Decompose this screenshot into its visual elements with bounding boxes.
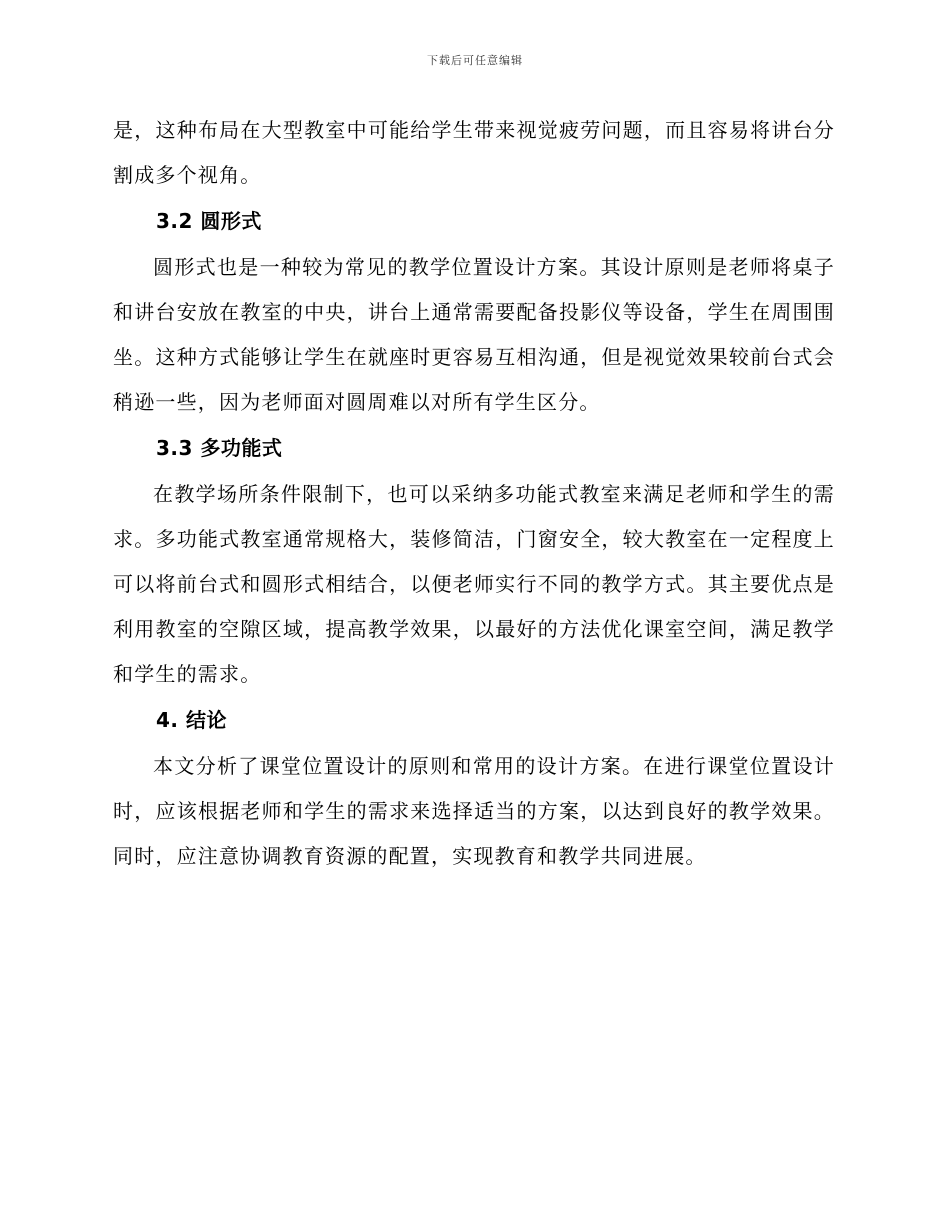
page-header: 下载后可任意编辑 — [427, 54, 523, 67]
document-body — [113, 108, 835, 879]
paragraph-circular-layout: 圆形式也是一种较为常见的教学位置设计方案。其设计原则是老师将桌子和讲台安放在教室的中央，讲台上通常需要配备投影仪等设备，学生在周围围坐。这种方式能够让学生在就座时更容易互相沟通，但是视觉效果较前台式会稍逊一些，因为老师面对圆周难以对所有学生区分。 — [113, 255, 835, 414]
paragraph-continued: 是，这种布局在大型教室中可能给学生带来视觉疲劳问题，而且容易将讲台分割成多个视角。 — [113, 118, 835, 187]
section-heading-3-3: 3.3 多功能式 — [156, 436, 283, 460]
section-heading-3-2: 3.2 圆形式 — [156, 209, 262, 233]
paragraph-conclusion: 本文分析了课堂位置设计的原则和常用的设计方案。在进行课堂位置设计时，应该根据老师和学生的需求来选择适当的方案，以达到良好的教学效果。同时，应注意协调教育资源的配置，实现教育和教学共同进展。 — [113, 754, 835, 868]
paragraph-multifunction-layout: 在教学场所条件限制下，也可以采纳多功能式教室来满足老师和学生的需求。多功能式教室通常规格大，装修简洁，门窗安全，较大教室在一定程度上可以将前台式和圆形式相结合，以便老师实行不同的教学方式。其主要优点是利用教室的空隙区域，提高教学效果，以最好的方法优化课室空间，满足教学和学生的需求。 — [113, 482, 835, 686]
section-heading-4: 4. 结论 — [156, 708, 227, 732]
